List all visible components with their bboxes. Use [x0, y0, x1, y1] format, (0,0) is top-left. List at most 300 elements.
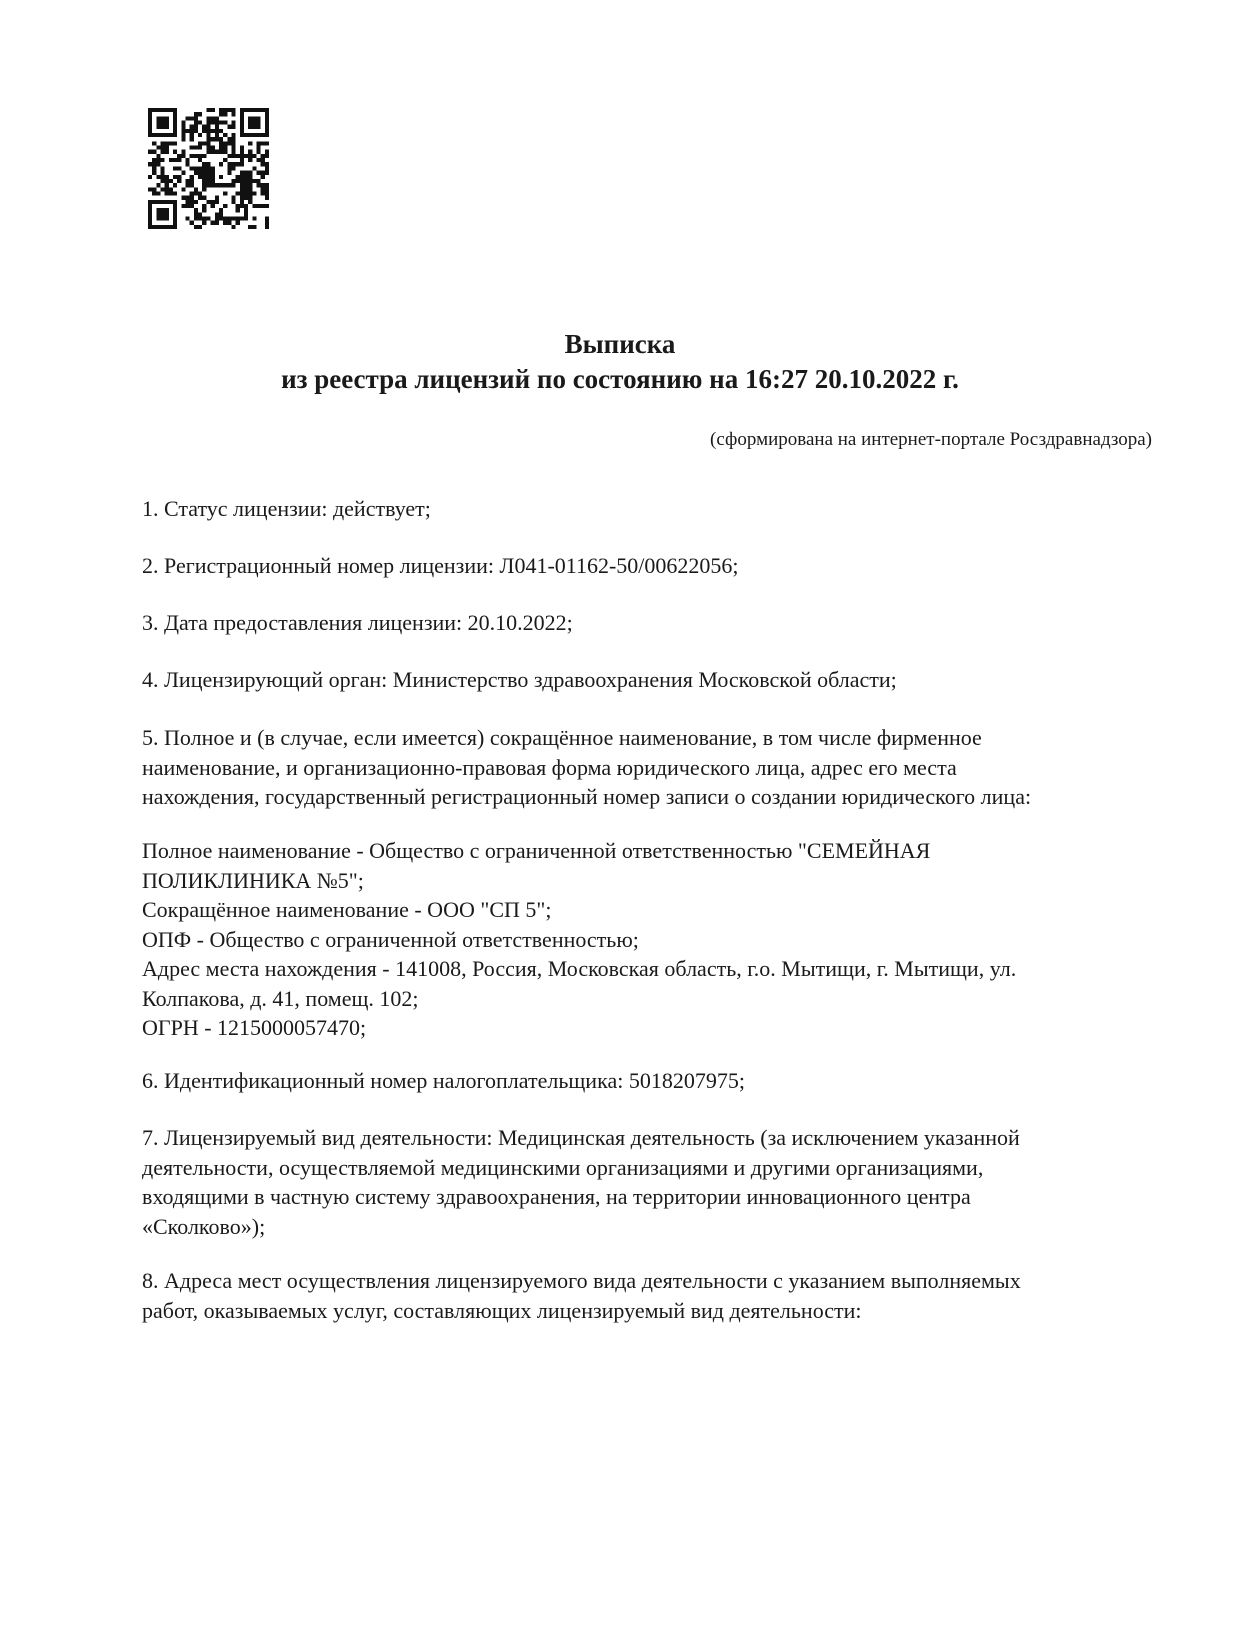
qr-module	[219, 212, 223, 216]
qr-module	[173, 204, 177, 208]
item-organization-heading	[142, 723, 1152, 812]
qr-module	[211, 171, 215, 175]
qr-module	[256, 116, 260, 120]
qr-module	[206, 166, 210, 170]
qr-module	[240, 183, 244, 187]
qr-module	[202, 204, 206, 208]
org-address: Адрес места нахождения - 141008, Россия, Московская область, г.о. Мытищи, г. Мытищи, ул.	[142, 956, 1017, 981]
item-activity-addresses	[142, 1266, 1152, 1325]
qr-module	[248, 187, 252, 191]
qr-module	[190, 137, 194, 141]
qr-module	[206, 146, 210, 150]
qr-module	[148, 208, 152, 212]
qr-module	[194, 212, 198, 216]
qr-module	[165, 216, 169, 220]
qr-module	[181, 196, 185, 200]
qr-module	[223, 112, 227, 116]
qr-module	[244, 196, 248, 200]
qr-module	[202, 196, 206, 200]
qr-module	[148, 116, 152, 120]
qr-module	[240, 112, 244, 116]
qr-module	[198, 196, 202, 200]
qr-module	[227, 137, 231, 141]
item-line: 5. Полное и (в случае, если имеется) сокращённое наименование, в том числе фирменное	[142, 725, 982, 750]
qr-module	[215, 216, 219, 220]
qr-module	[186, 116, 190, 120]
qr-module	[206, 133, 210, 137]
qr-module	[248, 121, 252, 125]
qr-module	[240, 200, 244, 204]
qr-module	[206, 183, 210, 187]
qr-module	[240, 179, 244, 183]
qr-module	[186, 129, 190, 133]
qr-module	[223, 191, 227, 195]
qr-module	[265, 133, 269, 137]
qr-module	[248, 150, 252, 154]
qr-module	[211, 129, 215, 133]
qr-module	[240, 196, 244, 200]
qr-module	[161, 225, 165, 229]
qr-module	[256, 125, 260, 129]
qr-module	[206, 175, 210, 179]
qr-module	[236, 175, 240, 179]
item-registration-number	[142, 551, 1152, 581]
qr-module	[198, 146, 202, 150]
qr-module	[236, 208, 240, 212]
qr-module	[206, 129, 210, 133]
qr-module	[248, 171, 252, 175]
qr-module	[265, 162, 269, 166]
qr-module	[165, 150, 169, 154]
qr-module	[206, 171, 210, 175]
qr-module	[211, 146, 215, 150]
qr-module	[161, 212, 165, 216]
qr-module	[240, 116, 244, 120]
qr-module	[265, 150, 269, 154]
qr-module	[231, 183, 235, 187]
qr-module	[240, 154, 244, 158]
qr-module	[181, 150, 185, 154]
qr-module	[248, 125, 252, 129]
document-title	[0, 327, 1240, 397]
qr-module	[173, 129, 177, 133]
qr-module	[211, 175, 215, 179]
qr-module	[186, 204, 190, 208]
qr-module	[161, 208, 165, 212]
item-grant-date	[142, 608, 1152, 638]
qr-module	[148, 225, 152, 229]
qr-module	[173, 225, 177, 229]
item-line: нахождения, государственный регистрационный номер записи о создании юридического лица:	[142, 784, 1032, 809]
item-line: входящими в частную систему здравоохранения, на территории инновационного центра	[142, 1184, 971, 1209]
qr-module	[236, 221, 240, 225]
qr-module	[265, 116, 269, 120]
qr-module	[173, 200, 177, 204]
qr-module	[240, 133, 244, 137]
qr-module	[148, 175, 152, 179]
qr-module	[165, 183, 169, 187]
qr-module	[248, 108, 252, 112]
qr-module	[165, 187, 169, 191]
qr-module	[173, 141, 177, 145]
qr-module	[148, 108, 152, 112]
qr-module	[177, 175, 181, 179]
qr-module	[156, 200, 160, 204]
qr-module	[248, 175, 252, 179]
qr-module	[240, 162, 244, 166]
qr-module	[156, 216, 160, 220]
item-licensed-activity	[142, 1123, 1152, 1241]
qr-module	[156, 191, 160, 195]
qr-module	[169, 141, 173, 145]
qr-module	[190, 204, 194, 208]
qr-module	[240, 175, 244, 179]
qr-module	[148, 212, 152, 216]
qr-module	[252, 225, 256, 229]
qr-module	[194, 154, 198, 158]
qr-module	[265, 225, 269, 229]
qr-module	[215, 133, 219, 137]
qr-module	[231, 141, 235, 145]
qr-module	[215, 116, 219, 120]
qr-module	[202, 208, 206, 212]
qr-code-icon	[148, 108, 269, 229]
qr-module	[165, 125, 169, 129]
qr-module	[169, 187, 173, 191]
qr-module	[190, 196, 194, 200]
qr-module	[194, 146, 198, 150]
qr-module	[227, 171, 231, 175]
qr-module	[190, 175, 194, 179]
qr-module	[148, 204, 152, 208]
qr-module	[152, 158, 156, 162]
qr-module	[223, 150, 227, 154]
qr-module	[190, 221, 194, 225]
qr-module	[244, 191, 248, 195]
qr-module	[194, 121, 198, 125]
qr-module	[148, 216, 152, 220]
qr-module	[219, 162, 223, 166]
qr-module	[198, 121, 202, 125]
qr-module	[186, 158, 190, 162]
qr-module	[152, 225, 156, 229]
qr-module	[173, 166, 177, 170]
qr-module	[186, 179, 190, 183]
qr-module	[240, 150, 244, 154]
qr-module	[202, 171, 206, 175]
qr-module	[248, 158, 252, 162]
item-line: 7. Лицензируемый вид деятельности: Медицинская деятельность (за исключением указанной	[142, 1125, 1020, 1150]
qr-module	[181, 137, 185, 141]
item-line: 8. Адреса мест осуществления лицензируемого вида деятельности с указанием выполняемых	[142, 1268, 1021, 1293]
qr-module	[165, 212, 169, 216]
qr-module	[169, 133, 173, 137]
qr-module	[223, 221, 227, 225]
qr-module	[156, 162, 160, 166]
qr-module	[165, 191, 169, 195]
qr-module	[173, 216, 177, 220]
qr-module	[248, 116, 252, 120]
qr-module	[265, 204, 269, 208]
qr-module	[206, 108, 210, 112]
qr-module	[190, 133, 194, 137]
qr-module	[261, 191, 265, 195]
qr-module	[240, 187, 244, 191]
qr-module	[265, 112, 269, 116]
qr-module	[173, 191, 177, 195]
qr-module	[256, 108, 260, 112]
qr-module	[161, 108, 165, 112]
qr-module	[186, 200, 190, 204]
qr-module	[252, 121, 256, 125]
qr-module	[161, 166, 165, 170]
item-line: «Сколково»);	[142, 1213, 266, 1239]
qr-module	[161, 216, 165, 220]
qr-module	[265, 121, 269, 125]
qr-module	[202, 154, 206, 158]
qr-module	[165, 108, 169, 112]
qr-module	[240, 191, 244, 195]
qr-module	[165, 133, 169, 137]
qr-module	[240, 216, 244, 220]
qr-module	[161, 175, 165, 179]
qr-module	[231, 216, 235, 220]
qr-module	[156, 175, 160, 179]
qr-module	[215, 137, 219, 141]
qr-module	[231, 166, 235, 170]
qr-module	[244, 216, 248, 220]
qr-module	[181, 125, 185, 129]
qr-module	[261, 162, 265, 166]
qr-module	[231, 162, 235, 166]
qr-module	[206, 216, 210, 220]
qr-module	[181, 171, 185, 175]
qr-module	[261, 133, 265, 137]
qr-module	[248, 200, 252, 204]
qr-module	[202, 162, 206, 166]
qr-module	[206, 121, 210, 125]
qr-module	[227, 141, 231, 145]
qr-module	[211, 166, 215, 170]
qr-module	[148, 121, 152, 125]
qr-module	[223, 204, 227, 208]
qr-module	[156, 154, 160, 158]
qr-module	[244, 208, 248, 212]
qr-module	[256, 171, 260, 175]
qr-module	[161, 179, 165, 183]
qr-module	[177, 179, 181, 183]
qr-module	[215, 183, 219, 187]
qr-module	[219, 183, 223, 187]
qr-module	[194, 129, 198, 133]
qr-module	[173, 116, 177, 120]
qr-module	[256, 133, 260, 137]
qr-module	[161, 158, 165, 162]
qr-module	[219, 146, 223, 150]
qr-module	[169, 191, 173, 195]
qr-module	[236, 162, 240, 166]
qr-module	[181, 204, 185, 208]
subtitle-line: из реестра лицензий по состоянию на 16:27 20.10.2022 г.	[281, 364, 959, 394]
qr-module	[198, 112, 202, 116]
qr-module	[190, 179, 194, 183]
qr-module	[156, 121, 160, 125]
qr-module	[252, 125, 256, 129]
qr-module	[194, 225, 198, 229]
qr-module	[265, 171, 269, 175]
qr-module	[231, 150, 235, 154]
qr-module	[248, 154, 252, 158]
qr-module	[161, 121, 165, 125]
item-line: наименование, и организационно-правовая форма юридического лица, адрес его места	[142, 754, 957, 780]
qr-module	[152, 133, 156, 137]
qr-module	[156, 146, 160, 150]
qr-module	[190, 116, 194, 120]
qr-module	[152, 108, 156, 112]
qr-module	[156, 158, 160, 162]
qr-module	[198, 133, 202, 137]
qr-module	[265, 196, 269, 200]
qr-module	[152, 166, 156, 170]
qr-module	[190, 125, 194, 129]
qr-module	[194, 208, 198, 212]
qr-module	[198, 158, 202, 162]
qr-module	[198, 141, 202, 145]
qr-module	[190, 166, 194, 170]
source-note: (сформирована на интернет-портале Росздравнадзора)	[710, 429, 1152, 450]
qr-module	[227, 216, 231, 220]
qr-module	[173, 158, 177, 162]
qr-module	[236, 191, 240, 195]
qr-module	[248, 225, 252, 229]
qr-module	[156, 212, 160, 216]
item-line: 2. Регистрационный номер лицензии: Л041-01162-50/00622056;	[142, 553, 739, 578]
qr-module	[227, 108, 231, 112]
qr-module	[169, 179, 173, 183]
qr-module	[261, 183, 265, 187]
qr-module	[261, 108, 265, 112]
qr-module	[148, 129, 152, 133]
qr-module	[256, 146, 260, 150]
qr-module	[165, 208, 169, 212]
qr-module	[215, 212, 219, 216]
qr-module	[161, 146, 165, 150]
org-full-name: Полное наименование - Общество с ограниченной ответственностью "СЕМЕЙНАЯ	[142, 838, 931, 863]
qr-module	[152, 141, 156, 145]
qr-module	[240, 121, 244, 125]
qr-module	[261, 171, 265, 175]
qr-module	[240, 129, 244, 133]
qr-module	[248, 196, 252, 200]
qr-module	[148, 133, 152, 137]
qr-module	[231, 108, 235, 112]
qr-module	[252, 116, 256, 120]
qr-module	[156, 125, 160, 129]
qr-module	[211, 121, 215, 125]
qr-module	[252, 166, 256, 170]
qr-module	[244, 187, 248, 191]
qr-module	[236, 154, 240, 158]
qr-module	[211, 183, 215, 187]
qr-module	[152, 187, 156, 191]
qr-module	[169, 225, 173, 229]
qr-module	[194, 187, 198, 191]
qr-module	[248, 191, 252, 195]
qr-module	[256, 141, 260, 145]
qr-module	[152, 200, 156, 204]
qr-module	[156, 225, 160, 229]
qr-module	[240, 125, 244, 129]
qr-module	[190, 146, 194, 150]
item-license-status	[142, 494, 1152, 524]
qr-module	[252, 108, 256, 112]
qr-module	[148, 125, 152, 129]
qr-module	[261, 141, 265, 145]
qr-module	[194, 171, 198, 175]
qr-module	[223, 133, 227, 137]
org-legal-form: ОПФ - Общество с ограниченной ответственностью;	[142, 926, 639, 952]
qr-module	[156, 108, 160, 112]
qr-module	[186, 162, 190, 166]
qr-module	[219, 137, 223, 141]
item-licensing-authority	[142, 665, 1152, 695]
qr-module	[231, 146, 235, 150]
qr-module	[227, 162, 231, 166]
qr-module	[173, 175, 177, 179]
qr-module	[161, 171, 165, 175]
qr-module	[252, 191, 256, 195]
qr-module	[261, 175, 265, 179]
title-line: Выписка	[564, 329, 676, 359]
qr-module	[252, 216, 256, 220]
qr-module	[219, 108, 223, 112]
qr-module	[265, 187, 269, 191]
item-line: 3. Дата предоставления лицензии: 20.10.2022;	[142, 610, 573, 635]
qr-module	[173, 221, 177, 225]
qr-module	[240, 171, 244, 175]
qr-module	[227, 221, 231, 225]
qr-module	[211, 150, 215, 154]
qr-module	[161, 187, 165, 191]
qr-module	[148, 200, 152, 204]
qr-module	[198, 175, 202, 179]
qr-module	[165, 200, 169, 204]
qr-module	[231, 112, 235, 116]
qr-module	[190, 154, 194, 158]
org-address-cont: Колпакова, д. 41, помещ. 102;	[142, 985, 419, 1011]
qr-module	[148, 162, 152, 166]
qr-module	[219, 216, 223, 220]
qr-module	[148, 221, 152, 225]
qr-module	[202, 221, 206, 225]
qr-module	[161, 200, 165, 204]
qr-module	[244, 154, 248, 158]
qr-module	[202, 166, 206, 170]
qr-module	[248, 133, 252, 137]
qr-module	[231, 200, 235, 204]
qr-module	[265, 125, 269, 129]
qr-module	[198, 212, 202, 216]
qr-module	[165, 225, 169, 229]
qr-module	[256, 158, 260, 162]
qr-module	[202, 187, 206, 191]
qr-module	[261, 158, 265, 162]
qr-module	[177, 166, 181, 170]
qr-module	[223, 141, 227, 145]
qr-module	[231, 225, 235, 229]
qr-module	[202, 175, 206, 179]
qr-module	[219, 141, 223, 145]
